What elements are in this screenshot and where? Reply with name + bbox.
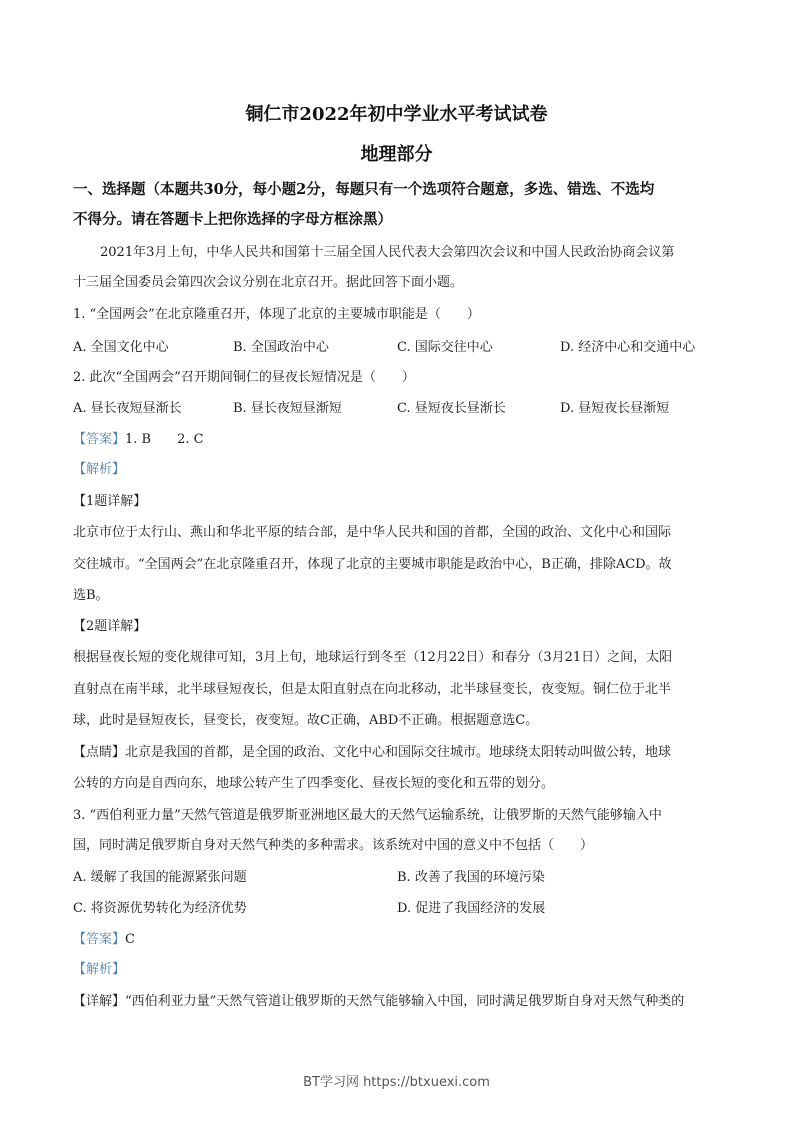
detail-2-line2: 直射点在南半球，北半球昼短夜长，但是太阳直射点在向北移动，北半球昼变长，夜变短。铜仁位于北半 [73, 682, 672, 697]
passage-line2: 十三届全国委员会第四次会议分别在北京召开。据此回答下面小题。 [73, 275, 464, 290]
analysis-label-text: 【解析】 [73, 462, 126, 477]
question-3-option-c: C. 将资源优势转化为经济优势 [73, 901, 247, 916]
question-1-stem: 1. “全国两会”在北京隆重召开，体现了北京的主要城市职能是（ ） [73, 307, 480, 322]
question-3-option-d: D. 促进了我国经济的发展 [397, 901, 546, 916]
tip-line2: 公转的方向是自西向东，地球公转产生了四季变化、昼夜长短的变化和五带的划分。 [73, 776, 555, 791]
question-1-option-d: D. 经济中心和交通中心 [560, 340, 696, 355]
section-header-line1: 一、选择题（本题共30分，每小题2分，每题只有一个选项符合题意，多选、错选、不选均 [73, 181, 655, 198]
tip-line1 [73, 744, 725, 762]
question-1-option-c: C. 国际交往中心 [397, 340, 493, 355]
detail-3-text: “西伯利亚力量”天然气管道让俄罗斯的天然气能够输入中国，同时满足俄罗斯自身对天然气种类的 [125, 994, 685, 1009]
question-3-stem-line1: 3. “西伯利亚力量”天然气管道是俄罗斯亚洲地区最大的天然气运输系统，让俄罗斯的天然气能够输入中 [73, 808, 662, 823]
page-title: 铜仁市2022年初中学业水平考试试卷 [245, 104, 548, 125]
question-1-option-b: B. 全国政治中心 [233, 340, 329, 355]
question-3-stem-line2: 国，同时满足俄罗斯自身对天然气种类的多种需求。该系统对中国的意义中不包括（ ） [73, 838, 594, 853]
answer-3-label: 【答案】 [73, 932, 126, 947]
question-2-option-a: A. 昼长夜短昼渐长 [73, 401, 182, 416]
question-3-option-b: B. 改善了我国的环境污染 [397, 870, 545, 885]
detail-3-line1 [73, 993, 725, 1011]
detail-1-line3: 选B。 [73, 588, 109, 603]
question-2-stem: 2. 此次“全国两会”召开期间铜仁的昼夜长短情况是（ ） [73, 370, 415, 385]
detail-2-label: 【2题详解】 [73, 619, 147, 634]
question-2-option-c: C. 昼短夜长昼渐长 [397, 401, 506, 416]
detail-1-label: 【1题详解】 [73, 494, 147, 509]
answer-3 [73, 931, 725, 949]
detail-2-line3: 球，此时是昼短夜长，昼变长，夜变短。故C正确，ABD不正确。根据题意选C。 [73, 713, 539, 728]
question-2-option-b: B. 昼长夜短昼渐短 [233, 401, 342, 416]
answer-1-2 [73, 431, 725, 449]
footer-watermark: BT学习网 https://btxuexi.com [303, 1075, 490, 1090]
question-1-option-a: A. 全国文化中心 [73, 340, 169, 355]
detail-1-line2: 交往城市。“全国两会”在北京隆重召开，体现了北京的主要城市职能是政治中心，B正确，排除ACD。故 [73, 557, 672, 572]
analysis-3-label: 【解析】 [73, 962, 126, 977]
page-subtitle: 地理部分 [360, 144, 433, 165]
analysis-3 [73, 961, 725, 979]
analysis-label [73, 461, 725, 479]
answer-3-value: C [125, 932, 135, 947]
detail-1-line1: 北京市位于太行山、燕山和华北平原的结合部，是中华人民共和国的首都，全国的政治、文化中心和国际 [73, 525, 672, 540]
tip-text1: 北京是我国的首都，是全国的政治、文化中心和国际交往城市。地球绕太阳转动叫做公转，地球 [125, 745, 672, 760]
detail-3-label: 【详解】 [73, 994, 126, 1009]
answer-value: 1. B 2. C [125, 432, 204, 447]
answer-label: 【答案】 [73, 432, 126, 447]
question-2-option-d: D. 昼短夜长昼渐短 [560, 401, 670, 416]
section-header-line2: 不得分。请在答题卡上把你选择的字母方框涂黑） [73, 211, 392, 228]
tip-label: 【点睛】 [73, 745, 126, 760]
detail-2-line1: 根据昼夜长短的变化规律可知，3月上旬，地球运行到冬至（12月22日）和春分（3月21日）之间，太阳 [73, 650, 673, 665]
passage-line1: 2021年3月上旬，中华人民共和国第十三届全国人民代表大会第四次会议和中国人民政治协商会议第 [100, 245, 675, 260]
question-3-option-a: A. 缓解了我国的能源紧张问题 [73, 870, 247, 885]
